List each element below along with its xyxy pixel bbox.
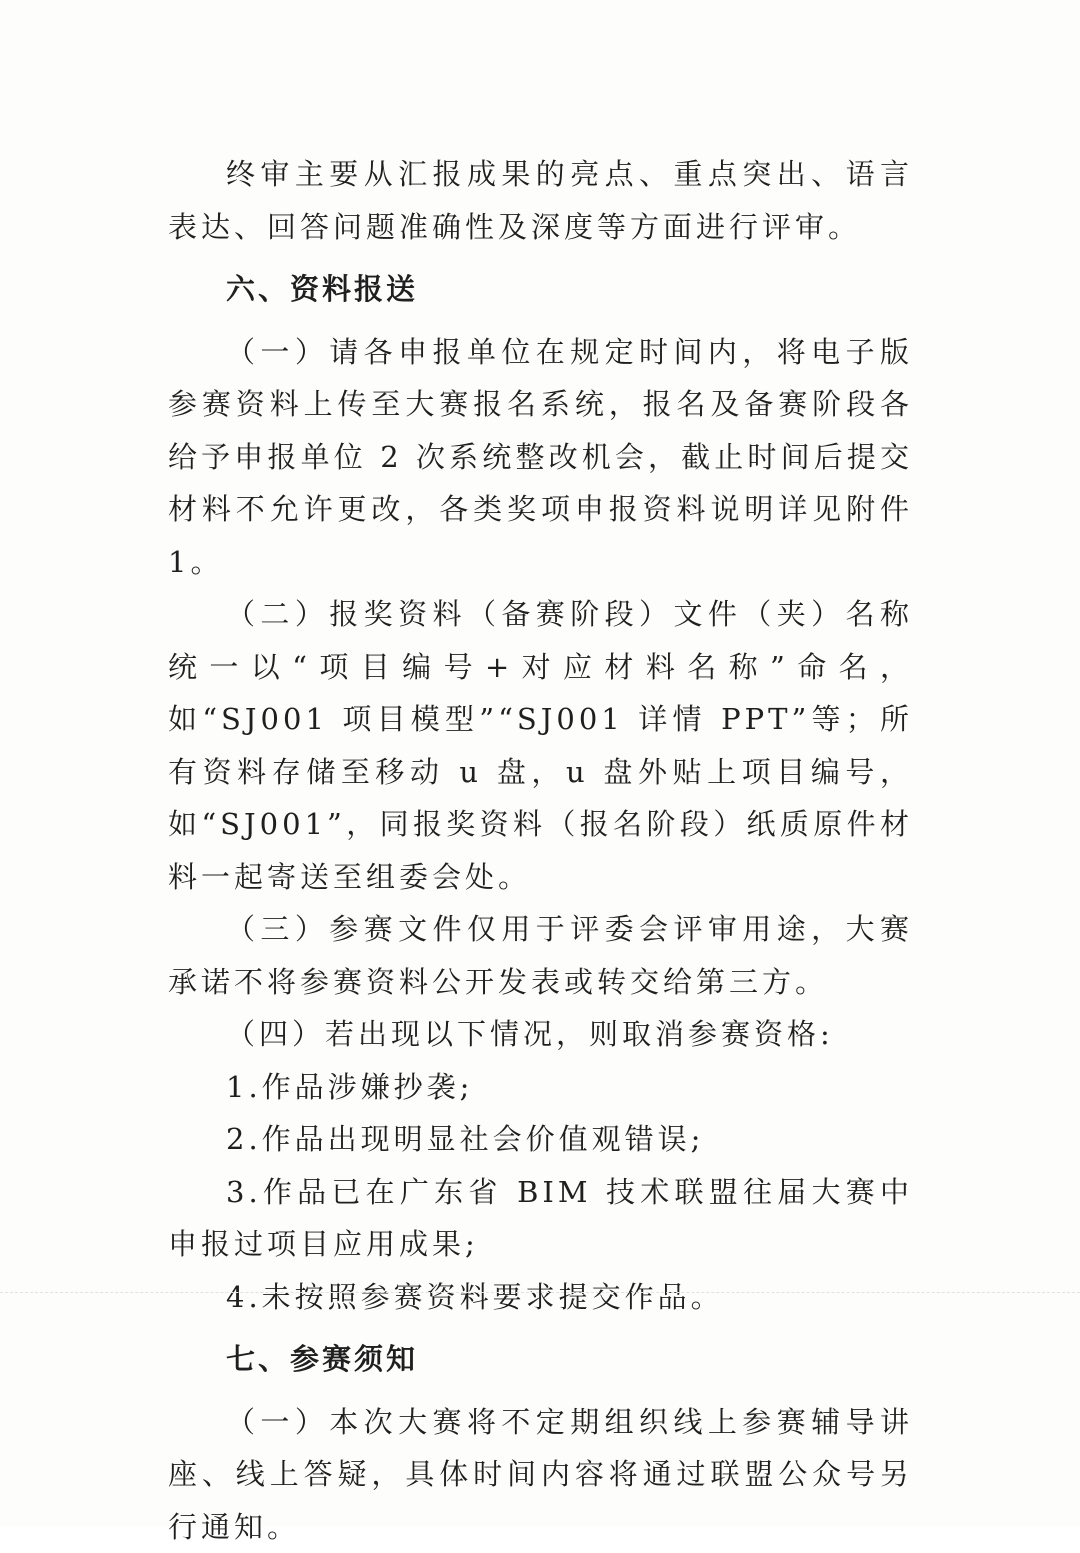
paragraph-materials-1: （一）请各申报单位在规定时间内，将电子版参赛资料上传至大赛报名系统，报名及备赛阶段各给予申报单位 2 次系统整改机会，截止时间后提交材料不允许更改，各类奖项申报资料说明详见附件 1。 [168, 326, 913, 589]
paragraph-materials-4: （四）若出现以下情况，则取消参赛资格: [168, 1008, 913, 1061]
list-item-previously-submitted: 3.作品已在广东省 BIM 技术联盟往届大赛中申报过项目应用成果; [168, 1166, 913, 1271]
paragraph-materials-3: （三）参赛文件仅用于评委会评审用途，大赛承诺不将参赛资料公开发表或转交给第三方。 [168, 903, 913, 1008]
list-item-not-compliant: 4.未按照参赛资料要求提交作品。 [168, 1271, 913, 1324]
list-item-plagiarism: 1.作品涉嫌抄袭; [168, 1061, 913, 1114]
section-heading-participation-notice: 七、参赛须知 [168, 1333, 913, 1386]
paragraph-notice-1: （一）本次大赛将不定期组织线上参赛辅导讲座、线上答疑，具体时间内容将通过联盟公众号另行通知。 [168, 1396, 913, 1553]
document-body [168, 148, 913, 1553]
paragraph-materials-2: （二）报奖资料（备赛阶段）文件（夹）名称统一以“项目编号+对应材料名称”命名，如“SJ001 项目模型”“SJ001 详情 PPT”等；所有资料存储至移动 u 盘，u 盘外贴上项目编号，如“SJ001”，同报奖资料（报名阶段）纸质原件材料一起寄送至组委会处。 [168, 588, 913, 903]
list-item-values-error: 2.作品出现明显社会价值观错误; [168, 1113, 913, 1166]
section-heading-materials-submission: 六、资料报送 [168, 263, 913, 316]
scan-artifact-line [0, 1292, 1080, 1293]
paragraph-final-review: 终审主要从汇报成果的亮点、重点突出、语言表达、回答问题准确性及深度等方面进行评审。 [168, 148, 913, 253]
